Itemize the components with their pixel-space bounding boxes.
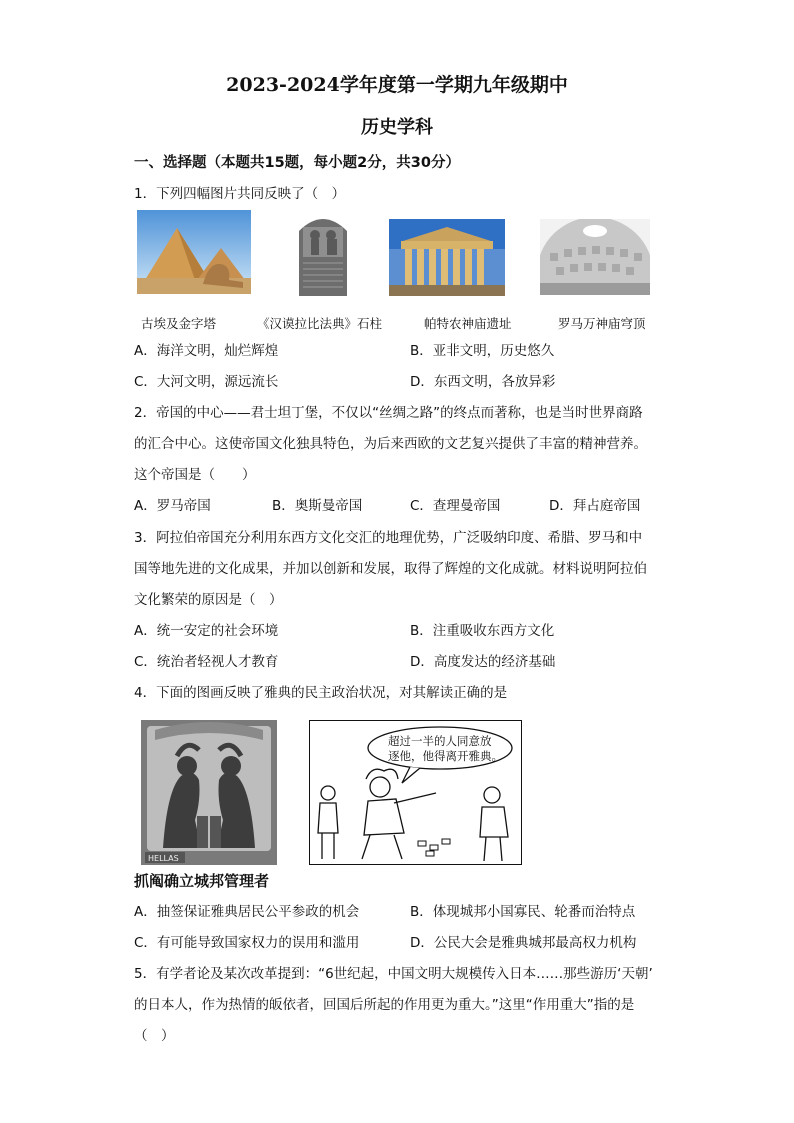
pyramid-image <box>137 210 251 294</box>
pantheon-dome-image <box>540 219 650 295</box>
q5-line-3: （ ） <box>134 1028 175 1044</box>
greek-vase-image <box>141 720 277 865</box>
q5-line-2: 的日本人，作为热情的皈依者，回国后所起的作用更为重大。”这里“作用重大”指的是 <box>134 997 635 1013</box>
speech-bubble <box>388 734 503 764</box>
caption-parthenon: 帕特农神庙遗址 <box>424 316 512 331</box>
q3-line-1: 3．阿拉伯帝国充分利用东西方文化交汇的地理优势，广泛吸纳印度、希腊、罗马和中 <box>134 530 643 546</box>
q3-option-d: D．高度发达的经济基础 <box>410 654 556 670</box>
page-subtitle: 历史学科 <box>361 117 433 138</box>
q4-option-d: D．公民大会是雅典城邦最高权力机构 <box>410 935 637 951</box>
vase-label: HELLAS <box>148 854 179 863</box>
vase-caption: 抓阄确立城邦管理者 <box>134 872 270 890</box>
q2-option-c: C．查理曼帝国 <box>410 498 501 514</box>
q2-line-1: 2．帝国的中心——君士坦丁堡，不仅以“丝绸之路”的终点而著称，也是当时世界商路 <box>134 405 643 421</box>
q1-option-c: C．大河文明，源远流长 <box>134 374 279 390</box>
q3-option-b: B．注重吸收东西方文化 <box>410 623 555 639</box>
q1-option-d: D．东西文明，各放异彩 <box>410 374 556 390</box>
q4-stem: 4．下面的图画反映了雅典的民主政治状况，对其解读正确的是 <box>134 685 508 701</box>
caption-pantheon: 罗马万神庙穹顶 <box>558 316 646 331</box>
section-heading: 一、选择题（本题共15题，每小题2分，共30分） <box>134 155 460 171</box>
q3-line-3: 文化繁荣的原因是（ ） <box>134 592 283 608</box>
q4-option-a: A．抽签保证雅典居民公平参政的机会 <box>134 904 360 920</box>
q1-stem: 1．下列四幅图片共同反映了（ ） <box>134 186 346 202</box>
caption-pyramid: 古埃及金字塔 <box>141 316 217 331</box>
q4-option-c: C．有可能导致国家权力的误用和滥用 <box>134 935 360 951</box>
parthenon-image <box>389 219 505 296</box>
q4-option-b: B．体现城邦小国寡民、轮番而治特点 <box>410 904 636 920</box>
q2-option-d: D．拜占庭帝国 <box>549 498 641 514</box>
q5-line-1: 5．有学者论及某次改革提到：“6世纪起，中国文明大规模传入日本……那些游历‘天朝’ <box>134 966 653 982</box>
q1-option-a: A．海洋文明，灿烂辉煌 <box>134 343 279 359</box>
q2-option-b: B．奥斯曼帝国 <box>272 498 363 514</box>
speech-line-1: 超过一半的人同意放 <box>388 734 492 748</box>
q2-line-3: 这个帝国是（ ） <box>134 467 256 483</box>
caption-stele: 《汉谟拉比法典》石柱 <box>257 316 383 331</box>
ostracism-cartoon-image <box>309 720 522 865</box>
q2-option-a: A．罗马帝国 <box>134 498 211 514</box>
q3-option-a: A．统一安定的社会环境 <box>134 623 279 639</box>
stele-image <box>289 211 357 296</box>
q3-option-c: C．统治者轻视人才教育 <box>134 654 279 670</box>
q2-line-2: 的汇合中心。这使帝国文化独具特色，为后来西欧的文艺复兴提供了丰富的精神营养。 <box>134 436 647 452</box>
page-title: 2023-2024学年度第一学期九年级期中 <box>226 74 568 96</box>
q1-option-b: B．亚非文明，历史悠久 <box>410 343 555 359</box>
q3-line-2: 国等地先进的文化成果，并加以创新和发展，取得了辉煌的文化成就。材料说明阿拉伯 <box>134 561 647 577</box>
speech-line-2: 逐他，他得离开雅典。 <box>388 749 503 763</box>
